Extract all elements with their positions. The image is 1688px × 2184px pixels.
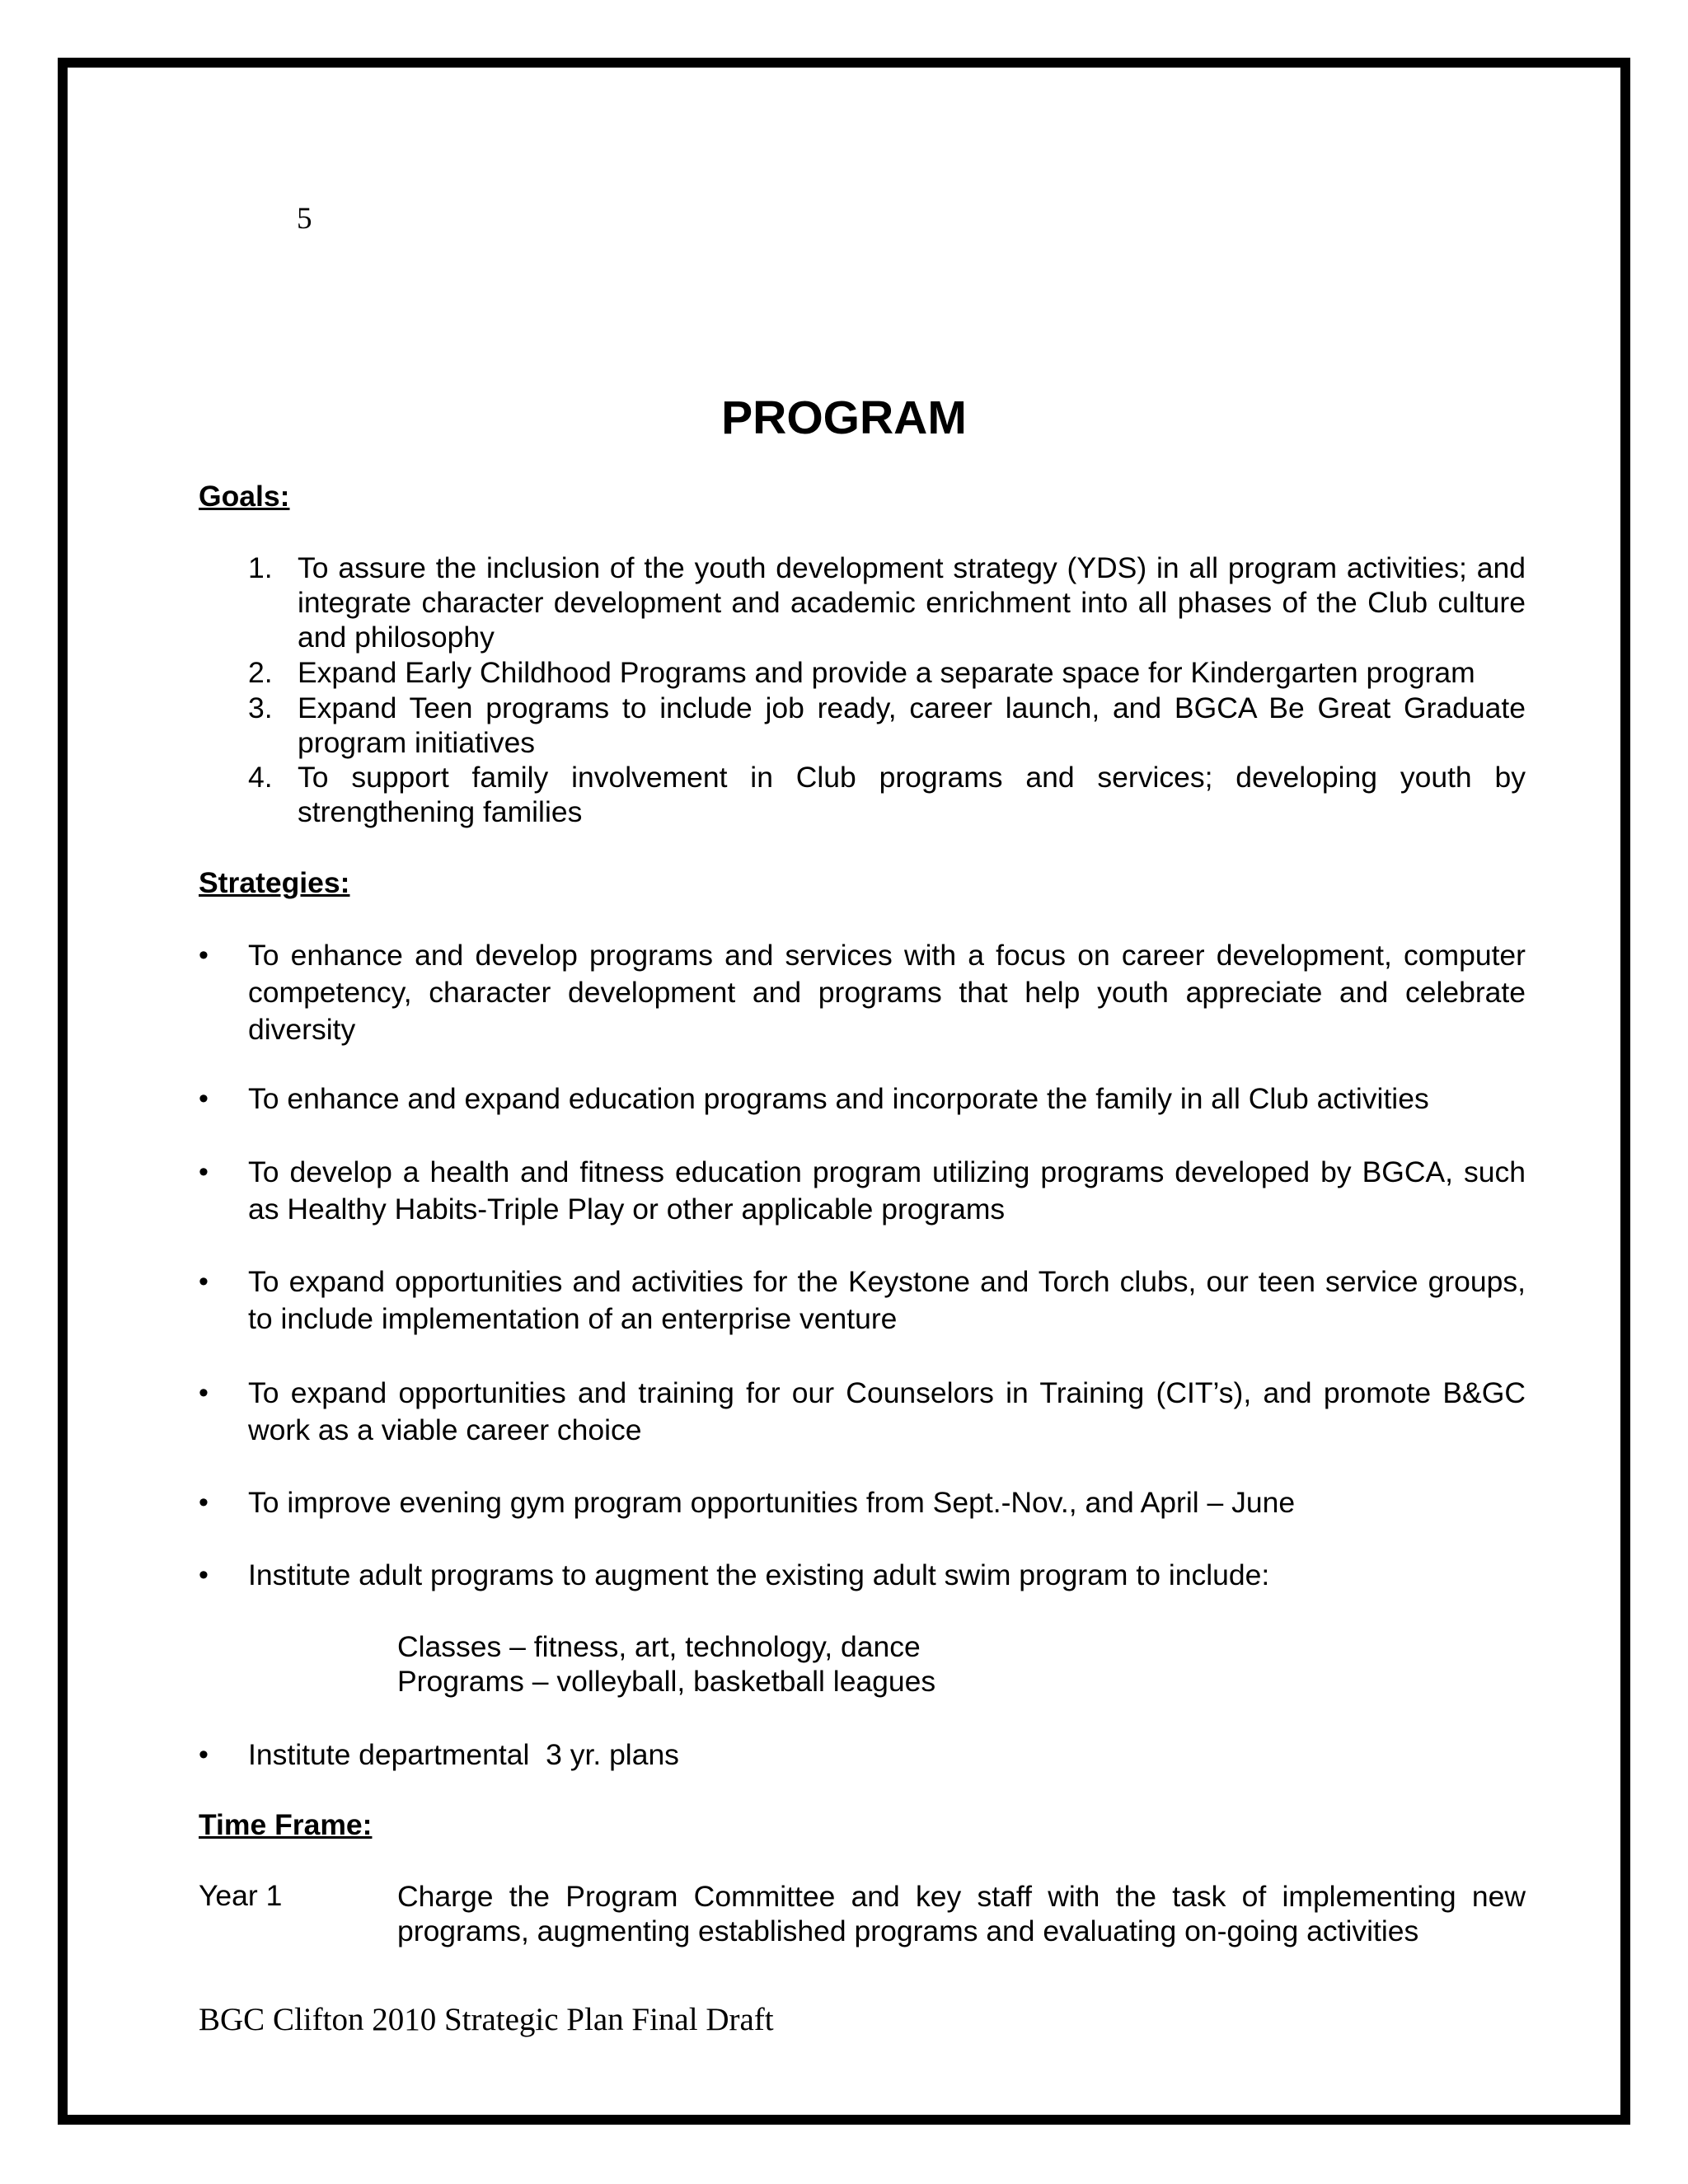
- bullet: •: [199, 1266, 209, 1297]
- goal-number: 1.: [248, 551, 273, 584]
- strategy-text: To enhance and develop programs and services with a focus on career development, computer competency, character development and programs that help youth appreciate and celebrate diversity: [248, 939, 1526, 1046]
- goals-heading: Goals:: [199, 480, 290, 513]
- bullet: •: [199, 1377, 209, 1408]
- bullet: •: [199, 1487, 209, 1518]
- page-number: 5: [297, 202, 312, 236]
- goal-text: To support family involvement in Club programs and services; developing youth by strengthening families: [298, 761, 1526, 828]
- goal-item: [248, 760, 1526, 829]
- strategy-text: Institute departmental 3 yr. plans: [248, 1738, 679, 1771]
- strategy-item: [199, 1484, 1526, 1521]
- time-frame-heading: Time Frame:: [199, 1808, 373, 1841]
- goal-text: To assure the inclusion of the youth development strategy (YDS) in all program activities; and integrate character development and academic enrichment into all phases of the Club culture and philosophy: [298, 551, 1526, 654]
- strategy-item: [199, 1375, 1526, 1449]
- goal-item: [248, 655, 1526, 690]
- strategies-heading: Strategies:: [199, 866, 350, 899]
- strategy-item: [199, 1263, 1526, 1338]
- bullet: •: [199, 1156, 209, 1188]
- strategy-item: [199, 1557, 1526, 1594]
- strategy-text: To enhance and expand education programs and incorporate the family in all Club activities: [248, 1082, 1429, 1115]
- goal-text: Expand Early Childhood Programs and provide a separate space for Kindergarten program: [298, 656, 1475, 689]
- goal-text: Expand Teen programs to include job ready, career launch, and BGCA Be Great Graduate program initiatives: [298, 691, 1526, 759]
- strategy-text: To expand opportunities and training for our Counselors in Training (CIT’s), and promote B&GC work as a viable career choice: [248, 1376, 1526, 1446]
- strategy-text: Institute adult programs to augment the existing adult swim program to include:: [248, 1558, 1270, 1591]
- goal-item: [248, 551, 1526, 654]
- bullet: •: [199, 1083, 209, 1114]
- adult-sub-item: Classes – fitness, art, technology, dance: [397, 1630, 921, 1663]
- bullet: •: [199, 1559, 209, 1591]
- strategy-text: To develop a health and fitness education program utilizing programs developed by BGCA, such as Healthy Habits-Triple Play or other applicable programs: [248, 1155, 1526, 1226]
- strategy-text: To expand opportunities and activities for the Keystone and Torch clubs, our teen service groups, to include implementation of an enterprise venture: [248, 1265, 1526, 1335]
- goal-number: 2.: [248, 656, 273, 689]
- bullet: •: [199, 1739, 209, 1770]
- goal-number: 3.: [248, 691, 273, 724]
- strategy-item: [199, 937, 1526, 1048]
- goal-number: 4.: [248, 761, 273, 794]
- year-label: Year 1: [199, 1879, 283, 1912]
- goal-item: [248, 691, 1526, 760]
- strategy-text: To improve evening gym program opportunities from Sept.-Nov., and April – June: [248, 1486, 1296, 1519]
- footer: BGC Clifton 2010 Strategic Plan Final Draft: [199, 2002, 774, 2037]
- strategy-item: [199, 1080, 1526, 1118]
- year-description: Charge the Program Committee and key staff with the task of implementing new programs, augmenting established programs and evaluating on-going activities: [397, 1880, 1526, 1947]
- strategy-item: [199, 1736, 1526, 1774]
- bullet: •: [199, 940, 209, 971]
- strategy-item: [199, 1154, 1526, 1228]
- adult-sub-item: Programs – volleyball, basketball leagues: [397, 1665, 936, 1698]
- page-title: PROGRAM: [721, 391, 967, 444]
